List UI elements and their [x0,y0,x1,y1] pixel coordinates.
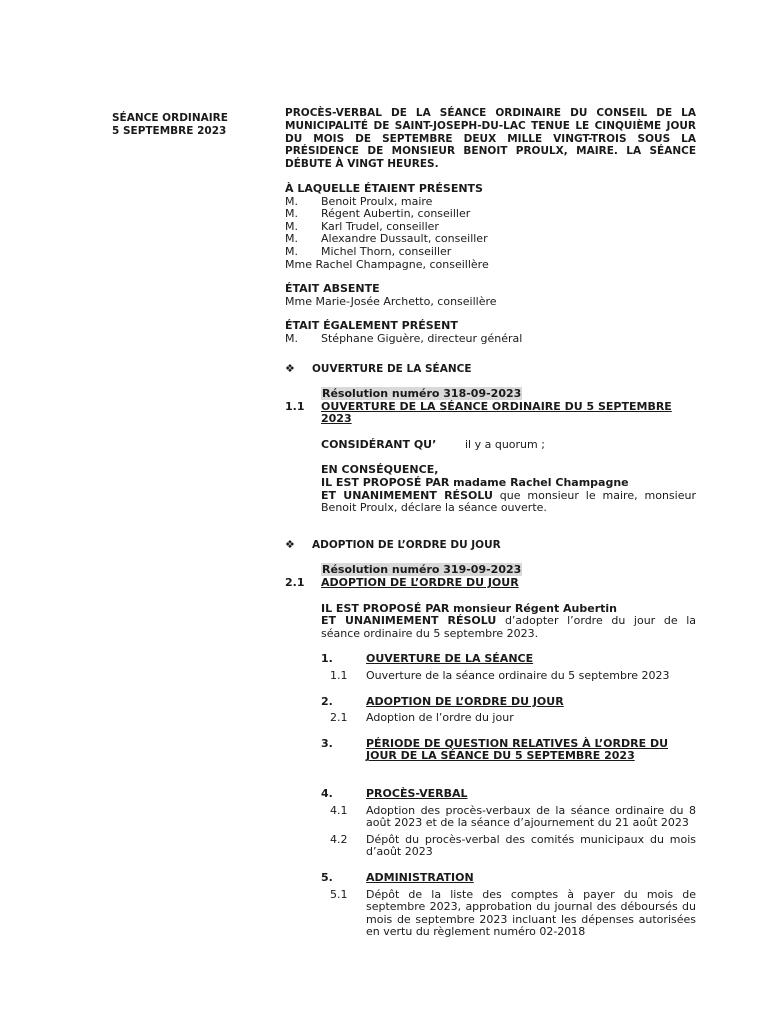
diamond-bullet-icon: ❖ [285,537,295,551]
agenda-subitem-text: Dépôt de la liste des comptes à payer du mois de septembre 2023, approbation du journal des déboursés du mois de septembre 2023 incluant les dépenses autorisées en vertu du règlement numéro 02-2018 [366,887,696,939]
agenda-item-number: 2. [321,694,333,708]
civility: M. [285,194,298,208]
resolution-number: Résolution numéro 318-09-2023 [322,387,522,401]
agenda-item-title: PÉRIODE DE QUESTION RELATIVES À L’ORDRE DU JOUR DE LA SÉANCE DU 5 SEPTEMBRE 2023 [366,736,669,763]
absente-person: Mme Marie-Josée Archetto, conseillère [285,294,497,308]
agenda-item-number: 3. [321,736,333,750]
person-name: Michel Thorn, conseiller [321,244,452,258]
absente-heading: ÉTAIT ABSENTE [285,282,380,296]
agenda-subitem-number: 1.1 [330,669,348,683]
person-name: Régent Aubertin, conseiller [321,207,471,221]
resolution-subject: OUVERTURE DE LA SÉANCE ORDINAIRE DU 5 SEPTEMBRE 2023 [321,399,672,426]
person-name: Alexandre Dussault, conseiller [321,232,488,246]
resolu-text [321,490,696,515]
egalement-section [285,320,696,345]
civility: M. [285,331,298,345]
considerant-text: il y a quorum ; [465,437,545,451]
agenda-subitem-text: Adoption de l’ordre du jour [366,711,514,725]
minutes-body [285,107,696,939]
resolution-item-number: 1.1 [285,399,305,413]
resolution-number: Résolution numéro 319-09-2023 [322,563,522,577]
agenda-subitem-number: 5.1 [330,887,348,901]
ordre-du-jour-list [321,653,696,939]
present-person-last: Mme Rachel Champagne, conseillère [285,257,489,271]
agenda-subitem [321,889,696,939]
civility: M. [285,219,298,233]
resolution-item-number: 2.1 [285,576,305,590]
agenda-item-title: ADMINISTRATION [366,870,474,884]
agenda-subitem-text: Dépôt du procès-verbal des comités municipaux du mois d’août 2023 [366,832,696,859]
resolution-318 [285,388,696,515]
agenda-item-number: 5. [321,870,333,884]
resolu-text [321,615,696,640]
agenda-subitem-number: 4.1 [330,803,348,817]
agenda-item [321,872,696,885]
minutes-title: PROCÈS-VERBAL DE LA SÉANCE ORDINAIRE DU CONSEIL DE LA MUNICIPALITÉ DE SAINT-JOSEPH-DU-LAC TENUE LE CINQUIÈME JOUR DU MOIS DE SEPTEMBRE DEUX MILLE VINGT-TROIS SOUS LA PRÉSIDENCE DE MONSIEUR BENOIT PROULX, MAIRE. LA SÉANCE DÉBUTE À VINGT HEURES. [285,107,696,171]
agenda-item-number: 1. [321,652,333,666]
agenda-subitem-text: Ouverture de la séance ordinaire du 5 septembre 2023 [366,669,670,683]
agenda-subitem [321,834,696,859]
person-name: Karl Trudel, conseiller [321,219,439,233]
person-name: Stéphane Giguère, directeur général [321,331,523,345]
presents-section [285,183,696,271]
agenda-item [321,738,696,763]
section-heading-ordre-du-jour [285,539,696,552]
egalement-heading: ÉTAIT ÉGALEMENT PRÉSENT [285,319,458,333]
agenda-subitem-text: Adoption des procès-verbaux de la séance ordinaire du 8 août 2023 et de la séance d’ajournement du 21 août 2023 [366,803,696,830]
resolution-319 [285,564,696,938]
considerant-label: CONSIDÉRANT QU’ [321,437,437,451]
presents-heading: À LAQUELLE ÉTAIENT PRÉSENTS [285,181,483,195]
section-title: OUVERTURE DE LA SÉANCE [312,362,472,375]
civility: M. [285,207,298,221]
present-person [285,208,696,221]
person-name: Benoit Proulx, maire [321,194,433,208]
agenda-subitem-number: 2.1 [330,711,348,725]
resolu-label: ET UNANIMEMENT RÉSOLU [321,614,497,628]
present-person [285,246,696,259]
agenda-item-number: 4. [321,786,333,800]
presents-list [285,196,696,259]
agenda-subitem [321,805,696,830]
agenda-subitem-number: 4.2 [330,832,348,846]
agenda-item [321,788,696,801]
agenda-item-title: PROCÈS-VERBAL [366,786,468,800]
margin-note-date: 5 SEPTEMBRE 2023 [112,125,227,137]
margin-note-type: SÉANCE ORDINAIRE [112,112,228,124]
resolu-body: que monsieur le maire, monsieur Benoit Proulx, déclare la séance ouverte. [321,488,696,515]
en-consequence: EN CONSÉQUENCE, [321,463,439,477]
resolu-label: ET UNANIMEMENT RÉSOLU [321,488,493,502]
civility: M. [285,244,298,258]
diamond-bullet-icon: ❖ [285,361,295,375]
egalement-person [285,333,696,346]
section-title: ADOPTION DE L’ORDRE DU JOUR [312,538,501,551]
resolu-body: d’adopter l’ordre du jour de la séance ordinaire du 5 septembre 2023. [321,614,696,640]
propose-par: IL EST PROPOSÉ PAR madame Rachel Champagne [321,476,629,490]
agenda-subitem [321,712,696,725]
considerant [321,439,696,452]
agenda-item [321,653,696,666]
absente-section [285,283,696,308]
margin-note [112,112,262,138]
agenda-item-title: OUVERTURE DE LA SÉANCE [366,652,534,666]
agenda-subitem [321,670,696,683]
propose-par: IL EST PROPOSÉ PAR monsieur Régent Aubertin [321,601,617,615]
section-heading-ouverture [285,363,696,376]
resolution-subject: ADOPTION DE L’ORDRE DU JOUR [321,576,519,590]
civility: M. [285,232,298,246]
agenda-item-title: ADOPTION DE L’ORDRE DU JOUR [366,694,564,708]
agenda-item [321,696,696,709]
